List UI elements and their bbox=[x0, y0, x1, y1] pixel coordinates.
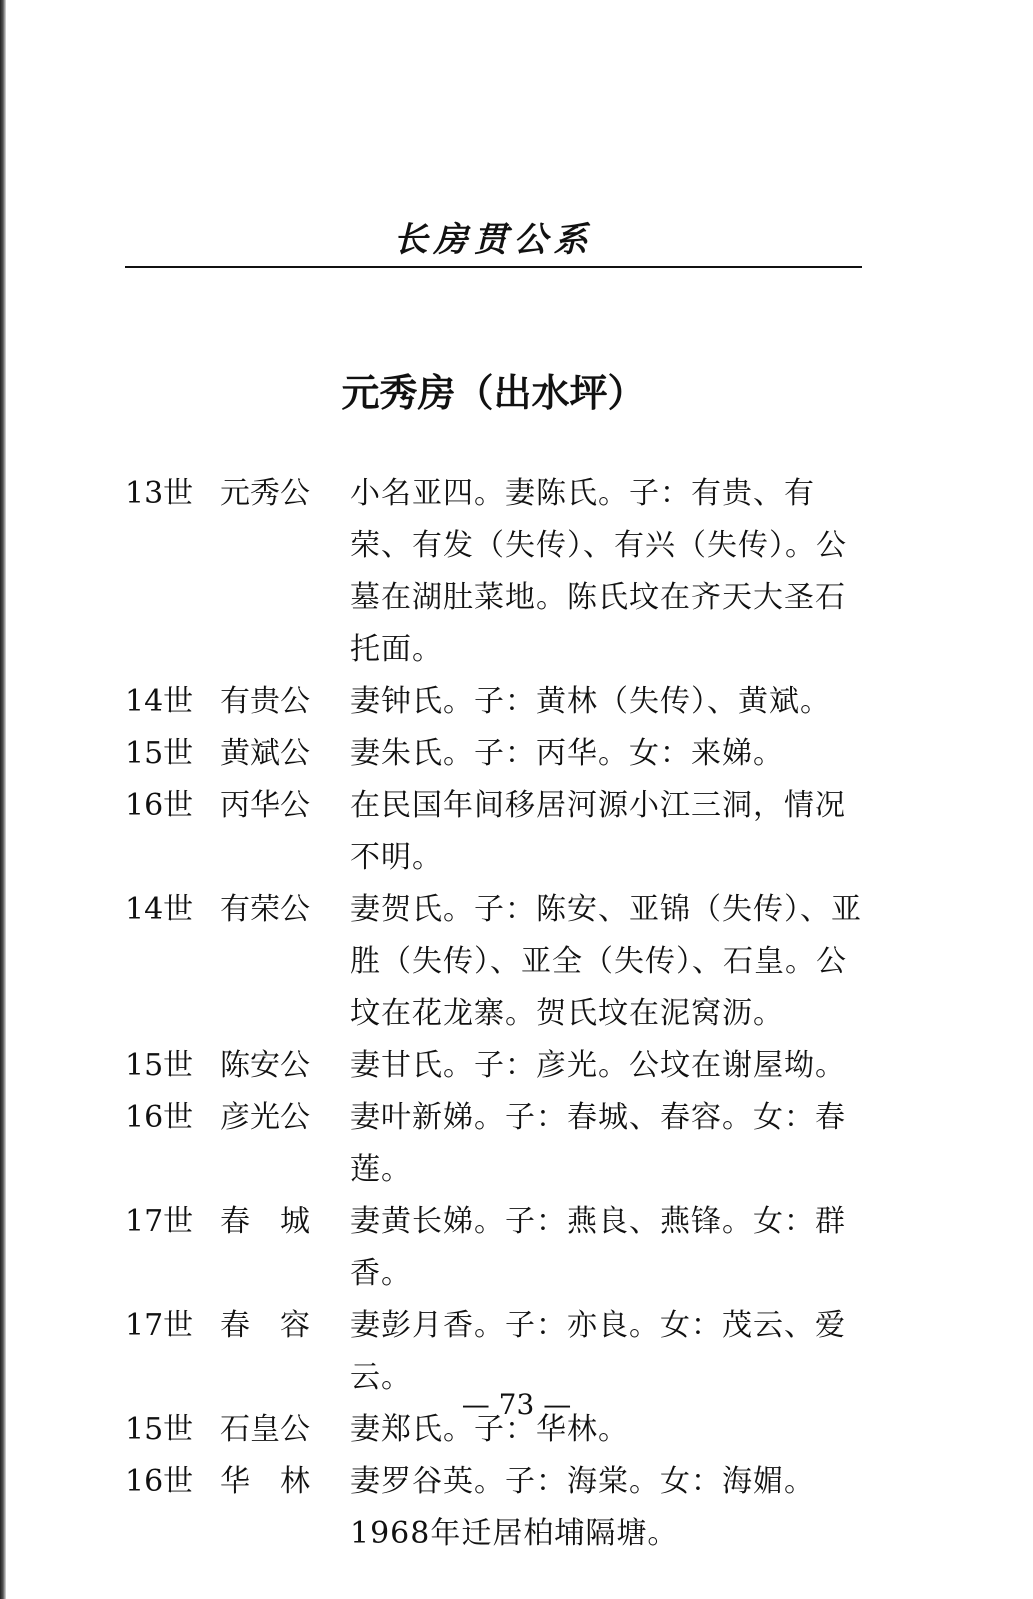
person-name: 春 城 bbox=[220, 1204, 310, 1239]
entry-row bbox=[0, 1456, 1033, 1560]
person-name: 有贵公 bbox=[220, 684, 310, 719]
person-name: 春 容 bbox=[220, 1308, 310, 1343]
page-number: — 73 — bbox=[461, 1388, 572, 1421]
person-name: 石皇公 bbox=[220, 1412, 310, 1447]
entry-description: 妻黄长娣。子：燕良、燕锋。女：群香。 bbox=[350, 1204, 846, 1291]
generation-label: 14世 bbox=[125, 892, 194, 927]
entry-row bbox=[0, 1040, 1033, 1092]
generation-label: 17世 bbox=[125, 1308, 194, 1343]
person-name: 陈安公 bbox=[220, 1048, 310, 1083]
generation-label: 13世 bbox=[125, 476, 194, 511]
entry-description: 小名亚四。妻陈氏。子：有贵、有荣、有发（失传）、有兴（失传）。公墓在湖肚菜地。陈氏坟在齐天大圣石托面。 bbox=[350, 476, 847, 667]
entry-row bbox=[0, 780, 1033, 884]
entry-row bbox=[0, 728, 1033, 780]
entry-description: 妻叶新娣。子：春城、春容。女：春莲。 bbox=[350, 1100, 846, 1187]
person-name: 有荣公 bbox=[220, 892, 310, 927]
entry-row bbox=[0, 884, 1033, 1040]
generation-label: 16世 bbox=[125, 788, 194, 823]
entry-description: 妻郑氏。子：华林。 bbox=[350, 1412, 629, 1447]
entry-description: 妻罗谷英。子：海棠。女：海媚。1968年迁居柏埔隔塘。 bbox=[350, 1464, 815, 1551]
generation-label: 16世 bbox=[125, 1464, 194, 1499]
header-rule bbox=[125, 266, 862, 268]
entry-description: 妻钟氏。子：黄林（失传）、黄斌。 bbox=[350, 684, 831, 719]
running-head: 长房贯公系 bbox=[393, 220, 594, 260]
entry-row bbox=[0, 468, 1033, 676]
entry-row bbox=[0, 1092, 1033, 1196]
generation-label: 14世 bbox=[125, 684, 194, 719]
person-name: 丙华公 bbox=[220, 788, 310, 823]
entry-description: 妻甘氏。子：彦光。公坟在谢屋坳。 bbox=[350, 1048, 846, 1083]
person-name: 元秀公 bbox=[220, 476, 310, 511]
entry-row bbox=[0, 676, 1033, 728]
person-name: 彦光公 bbox=[220, 1100, 310, 1135]
entry-description: 妻朱氏。子：丙华。女：来娣。 bbox=[350, 736, 784, 771]
generation-label: 15世 bbox=[125, 736, 194, 771]
generation-label: 15世 bbox=[125, 1412, 194, 1447]
entry-description: 妻彭月香。子：亦良。女：茂云、爱云。 bbox=[350, 1308, 846, 1395]
entry-description: 在民国年间移居河源小江三洞，情况不明。 bbox=[350, 788, 846, 875]
generation-label: 17世 bbox=[125, 1204, 194, 1239]
generation-label: 15世 bbox=[125, 1048, 194, 1083]
person-name: 黄斌公 bbox=[220, 736, 310, 771]
entry-description: 妻贺氏。子：陈安、亚锦（失传）、亚胜（失传）、亚全（失传）、石皇。公坟在花龙寨。贺氏坟在泥窝沥。 bbox=[350, 892, 862, 1031]
person-name: 华 林 bbox=[220, 1464, 310, 1499]
section-title: 元秀房（出水坪） bbox=[341, 370, 646, 415]
generation-label: 16世 bbox=[125, 1100, 194, 1135]
entry-row bbox=[0, 1196, 1033, 1300]
